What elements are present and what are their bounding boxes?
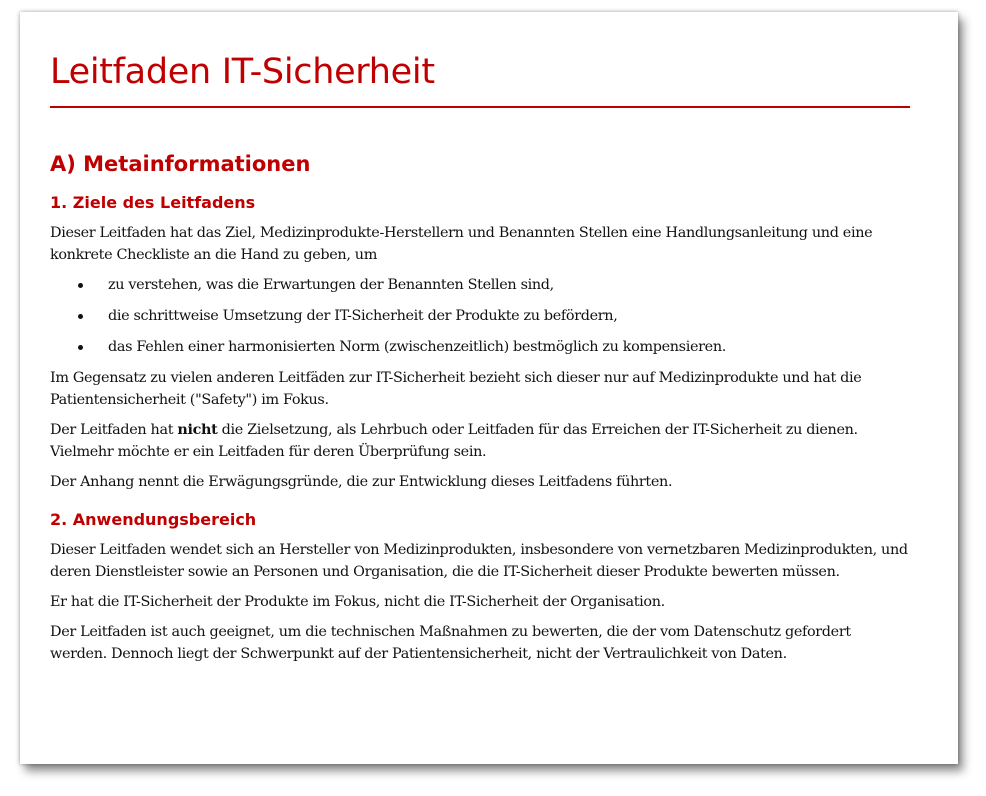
goal-paragraph-prefix: Der Leitfaden hat	[50, 422, 178, 438]
bullet-icon	[78, 345, 83, 350]
list-item-text: das Fehlen einer harmonisierten Norm (zwischenzeitlich) bestmöglich zu kompensieren.	[108, 339, 726, 355]
list-item	[50, 305, 958, 327]
list-item	[50, 274, 958, 296]
goals-bullet-list	[50, 274, 958, 358]
list-item-text: die schrittweise Umsetzung der IT-Sicherheit der Produkte zu befördern,	[108, 308, 618, 324]
contrast-paragraph: Im Gegensatz zu vielen anderen Leitfäden zur IT-Sicherheit bezieht sich dieser nur auf Medizinprodukte und hat die Patientensicherheit ("Safety") im Fokus.	[50, 370, 862, 408]
annex-paragraph: Der Anhang nennt die Erwägungsgründe, die zur Entwicklung dieses Leitfadens führten.	[50, 474, 673, 490]
document-title: Leitfaden IT-Sicherheit	[50, 42, 910, 108]
goal-paragraph	[50, 419, 910, 463]
document-page	[20, 12, 958, 764]
section-a-heading: A) Metainformationen	[50, 152, 311, 176]
bullet-icon	[78, 314, 83, 319]
list-item	[50, 336, 958, 358]
scope-paragraph-1: Dieser Leitfaden wendet sich an Hersteller von Medizinprodukten, insbesondere von vernetzbaren Medizinprodukten, und deren Dienstleister sowie an Personen und Organisation, die die IT-Sicherheit dieser Produkte bewerten müssen.	[50, 542, 908, 580]
subsection-1-heading: 1. Ziele des Leitfadens	[50, 193, 256, 212]
bullet-icon	[78, 283, 83, 288]
scope-paragraph-3: Der Leitfaden ist auch geeignet, um die technischen Maßnahmen zu bewerten, die der vom Datenschutz gefordert werden. Dennoch liegt der Schwerpunkt auf der Patientensicherheit, nicht der Vertraulichkeit von Daten.	[50, 624, 851, 662]
subsection-2-heading: 2. Anwendungsbereich	[50, 510, 257, 529]
scope-paragraph-2: Er hat die IT-Sicherheit der Produkte im Fokus, nicht die IT-Sicherheit der Organisation.	[50, 594, 665, 610]
goal-paragraph-suffix: die Zielsetzung, als Lehrbuch oder Leitfaden für das Erreichen der IT-Sicherheit zu dienen. Vielmehr möchte er ein Leitfaden für deren Überprüfung sein.	[50, 422, 858, 460]
subsection-1-intro: Dieser Leitfaden hat das Ziel, Medizinprodukte-Herstellern und Benannten Stellen eine Handlungsanleitung und eine konkrete Checkliste an die Hand zu geben, um	[50, 225, 873, 263]
list-item-text: zu verstehen, was die Erwartungen der Benannten Stellen sind,	[108, 277, 554, 293]
goal-paragraph-emphasis: nicht	[177, 421, 218, 438]
